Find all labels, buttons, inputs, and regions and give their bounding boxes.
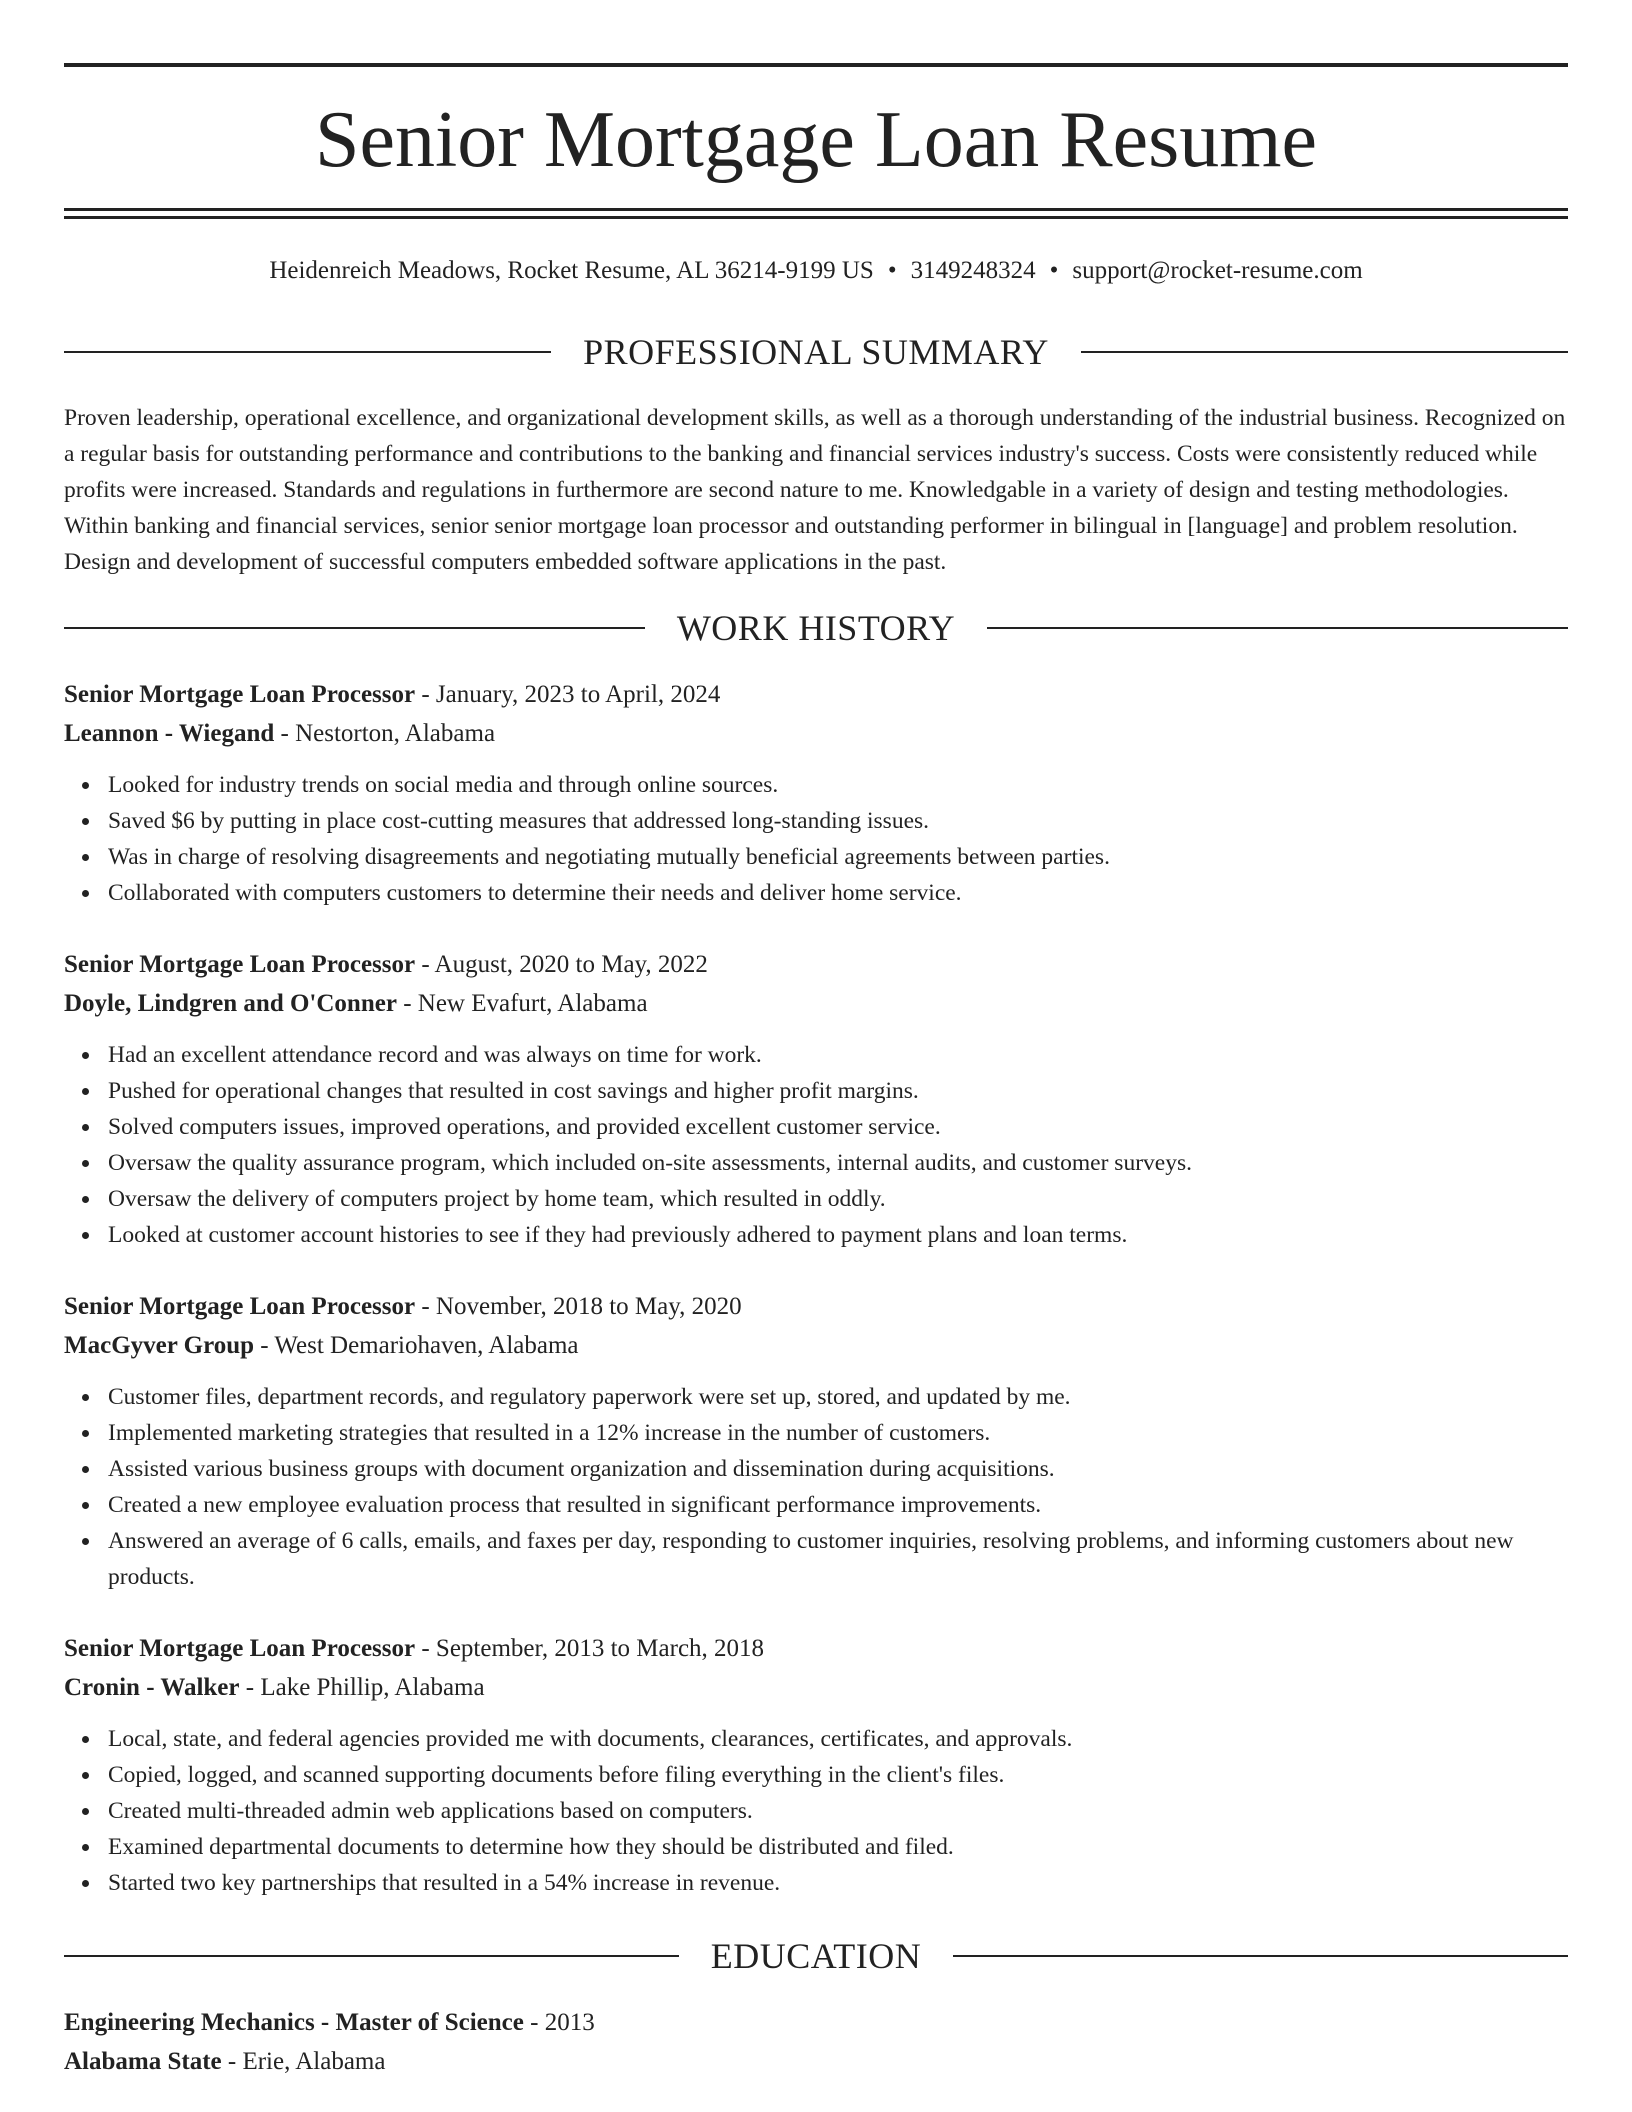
job-dates: - August, 2020 to May, 2022 [415,951,708,978]
job-entry [64,1630,1568,1901]
job-company: Leannon - Wiegand [64,720,275,747]
job-bullet: Examined departmental documents to determine how they should be distributed and filed. [108,1829,1568,1865]
contact-line [64,254,1568,288]
job-bullet: Copied, logged, and scanned supporting documents before filing everything in the client's files. [108,1757,1568,1793]
heading-rule-right [1081,351,1568,353]
job-bullet: Was in charge of resolving disagreements and negotiating mutually beneficial agreements between parties. [108,839,1568,875]
heading-rule-left [64,627,645,629]
job-dates: - November, 2018 to May, 2020 [415,1293,742,1320]
header-double-rule-upper [64,208,1568,211]
job-location: - New Evafurt, Alabama [396,990,648,1017]
job-dates: - January, 2023 to April, 2024 [415,681,721,708]
work-section-heading [64,606,1568,650]
job-company-line [64,1327,1568,1365]
job-company-line [64,1669,1568,1707]
heading-rule-left [64,351,551,353]
job-entry [64,676,1568,911]
job-bullet: Customer files, department records, and regulatory paperwork were set up, stored, and updated by me. [108,1379,1568,1415]
contact-email: support@rocket-resume.com [1072,257,1363,284]
job-title-line [64,1288,1568,1326]
job-location: - West Demariohaven, Alabama [254,1332,579,1359]
job-bullet: Implemented marketing strategies that resulted in a 12% increase in the number of customers. [108,1415,1568,1451]
job-company: Cronin - Walker [64,1674,240,1701]
job-bullet: Created multi-threaded admin web applications based on computers. [108,1793,1568,1829]
contact-address: Heidenreich Meadows, Rocket Resume, AL 36214-9199 US [269,257,874,284]
job-bullet: Solved computers issues, improved operations, and provided excellent customer service. [108,1109,1568,1145]
job-bullet: Oversaw the quality assurance program, which included on-site assessments, internal audits, and customer surveys. [108,1145,1568,1181]
header-double-rule-lower [64,216,1568,219]
summary-section-heading [64,330,1568,374]
job-bullet: Assisted various business groups with document organization and dissemination during acquisitions. [108,1451,1568,1487]
job-company: Doyle, Lindgren and O'Conner [64,990,397,1017]
job-location: - Lake Phillip, Alabama [239,1674,485,1701]
heading-rule-right [987,627,1568,629]
heading-rule-left [64,1955,679,1957]
education-school-line [64,2043,1568,2081]
education-degree-line [64,2004,1568,2042]
education-school: Alabama State [64,2048,222,2075]
job-bullet: Had an excellent attendance record and was always on time for work. [108,1037,1568,1073]
summary-text: Proven leadership, operational excellence, and organizational development skills, as well as a thorough understanding of the industrial business. Recognized on a regular basis for outstanding performance and contributions to the banking and financial services industry's success. Costs were consistently reduced while profits were increased. Standards and regulations in furthermore are second nature to me. Knowledgable in a variety of design and testing methodologies. Within banking and financial services, senior senior mortgage loan processor and outstanding performer in bilingual in [language] and problem resolution. Design and development of successful computers embedded software applications in the past. [64,405,1566,575]
education-degree: Engineering Mechanics - Master of Science [64,2009,524,2036]
education-section-heading [64,1934,1568,1978]
job-bullet: Pushed for operational changes that resulted in cost savings and higher profit margins. [108,1073,1568,1109]
job-title-line [64,676,1568,714]
job-bullet: Local, state, and federal agencies provided me with documents, clearances, certificates, and approvals. [108,1721,1568,1757]
job-bullet: Saved $6 by putting in place cost-cutting measures that addressed long-standing issues. [108,803,1568,839]
contact-separator: • [1049,257,1059,284]
job-bullets [64,1721,1568,1901]
job-bullets [64,1379,1568,1595]
resume-title: Senior Mortgage Loan Resume [315,96,1317,184]
job-bullet: Answered an average of 6 calls, emails, and faxes per day, responding to customer inquiries, resolving problems, and informing customers about new products. [108,1523,1568,1595]
job-title: Senior Mortgage Loan Processor [64,1293,416,1320]
contact-phone: 3149248324 [910,257,1036,284]
heading-rule-right [953,1955,1568,1957]
job-company: MacGyver Group [64,1332,255,1359]
summary-heading-label: PROFESSIONAL SUMMARY [583,332,1049,372]
work-heading-label: WORK HISTORY [676,608,956,648]
job-title: Senior Mortgage Loan Processor [64,681,416,708]
job-title-line [64,946,1568,984]
education-heading-label: EDUCATION [710,1936,922,1976]
contact-separator: • [887,257,897,284]
job-title: Senior Mortgage Loan Processor [64,1635,416,1662]
job-bullet: Collaborated with computers customers to determine their needs and deliver home service. [108,875,1568,911]
job-title-line [64,1630,1568,1668]
job-entry [64,946,1568,1253]
job-bullet: Looked for industry trends on social media and through online sources. [108,767,1568,803]
job-dates: - September, 2013 to March, 2018 [415,1635,765,1662]
job-bullet: Looked at customer account histories to see if they had previously adhered to payment plans and loan terms. [108,1217,1568,1253]
education-location: - Erie, Alabama [221,2048,386,2075]
job-bullet: Started two key partnerships that resulted in a 54% increase in revenue. [108,1865,1568,1901]
job-bullet: Created a new employee evaluation process that resulted in significant performance improvements. [108,1487,1568,1523]
job-bullet: Oversaw the delivery of computers project by home team, which resulted in oddly. [108,1181,1568,1217]
job-company-line [64,985,1568,1023]
job-company-line [64,715,1568,753]
job-bullets [64,767,1568,911]
education-year: - 2013 [523,2009,595,2036]
job-entry [64,1288,1568,1595]
job-location: - Nestorton, Alabama [274,720,496,747]
header-top-rule [64,63,1568,67]
job-bullets [64,1037,1568,1253]
job-title: Senior Mortgage Loan Processor [64,951,416,978]
education-entry [64,2004,1568,2081]
